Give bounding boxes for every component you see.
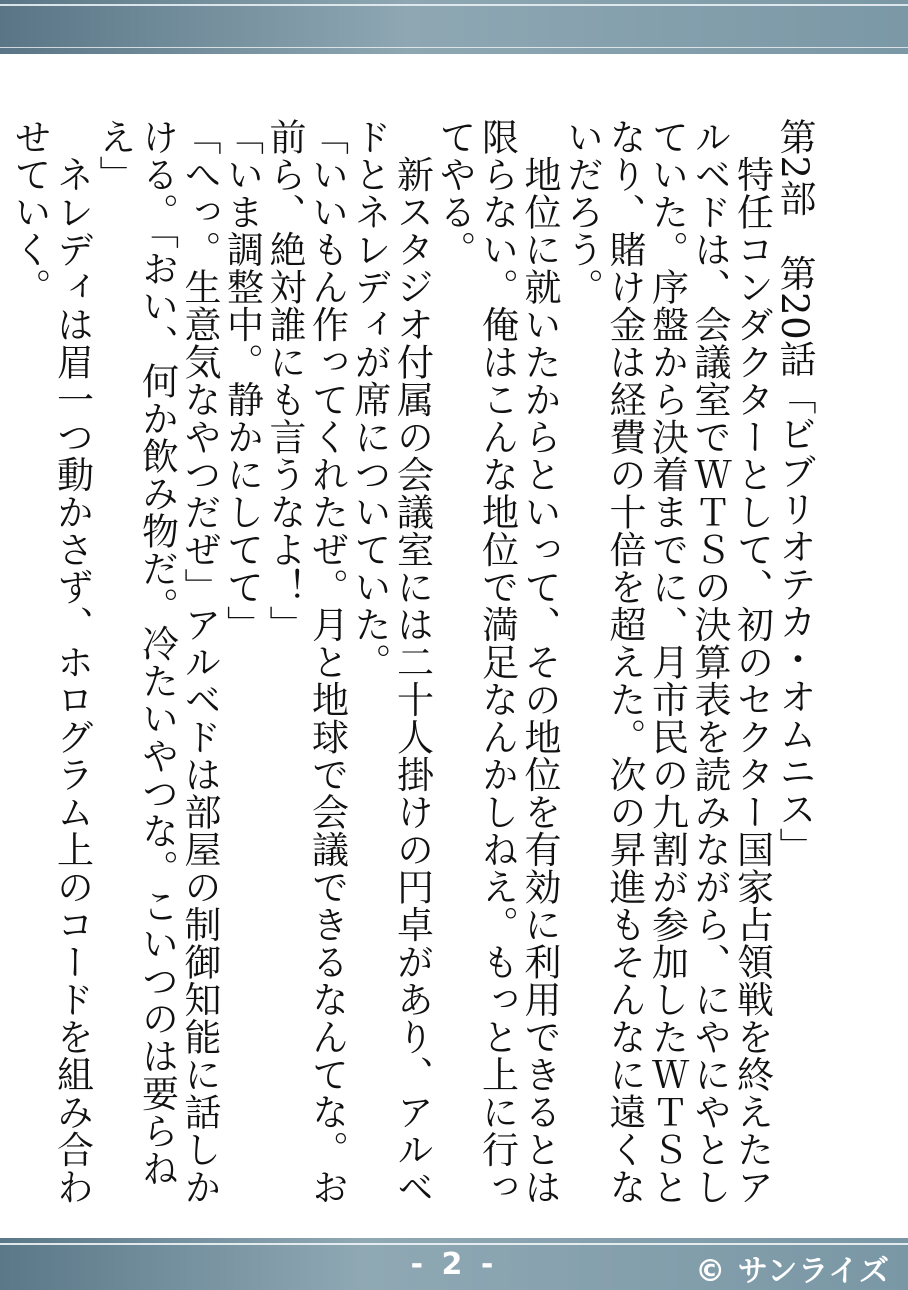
page-number: - 2 - [410,1247,498,1282]
paragraph-7: ネレディは眉一つ動かさず、ホログラム上のコードを組み合わせていく。 [8,118,94,1206]
paragraph-2: 地位に就いたからといって、その地位を有効に利用できるとは限らない。俺はこんな地位で満足なんかしねえ。もっと上に行ってやる。 [433,118,561,1206]
header-band [0,0,908,54]
paragraph-6: 「へっ。生意気なやつだぜ」アルベドは部屋の制御知能に話しかける。「おい、何か飲み物だ。冷たいやつな。こいつのは要らねえ」 [93,118,221,1206]
vertical-text-block [8,118,816,1228]
chapter-title: 第2部 第20話「ビブリオテカ・オムニス」 [773,118,816,866]
paragraph-1: 特任コンダクターとして、初のセクター国家占領戦を終えたアルベドは、会議室でＷＴＳの決算表を読みながら、にやにやとしていた。序盤から決着までに、月市民の九割が参加したＷＴＳとなり、賭け金は経費の十倍を超えた。次の昇進もそんなに遠くないだろう。 [560,118,774,1206]
paragraph-3: 新スタジオ付属の会議室には二十人掛けの円卓があり、アルベドとネレディが席についていた。 [348,118,434,1206]
paragraph-4: 「いいもん作ってくれたぜ。月と地球で会議できるなんてな。お前ら、絶対誰にも言うなよ！」 [263,118,349,1206]
paragraph-5: 「いま調整中。静かにしてて」 [220,118,264,643]
page-body [8,118,816,1228]
copyright-notice: © サンライズ [695,1254,890,1289]
